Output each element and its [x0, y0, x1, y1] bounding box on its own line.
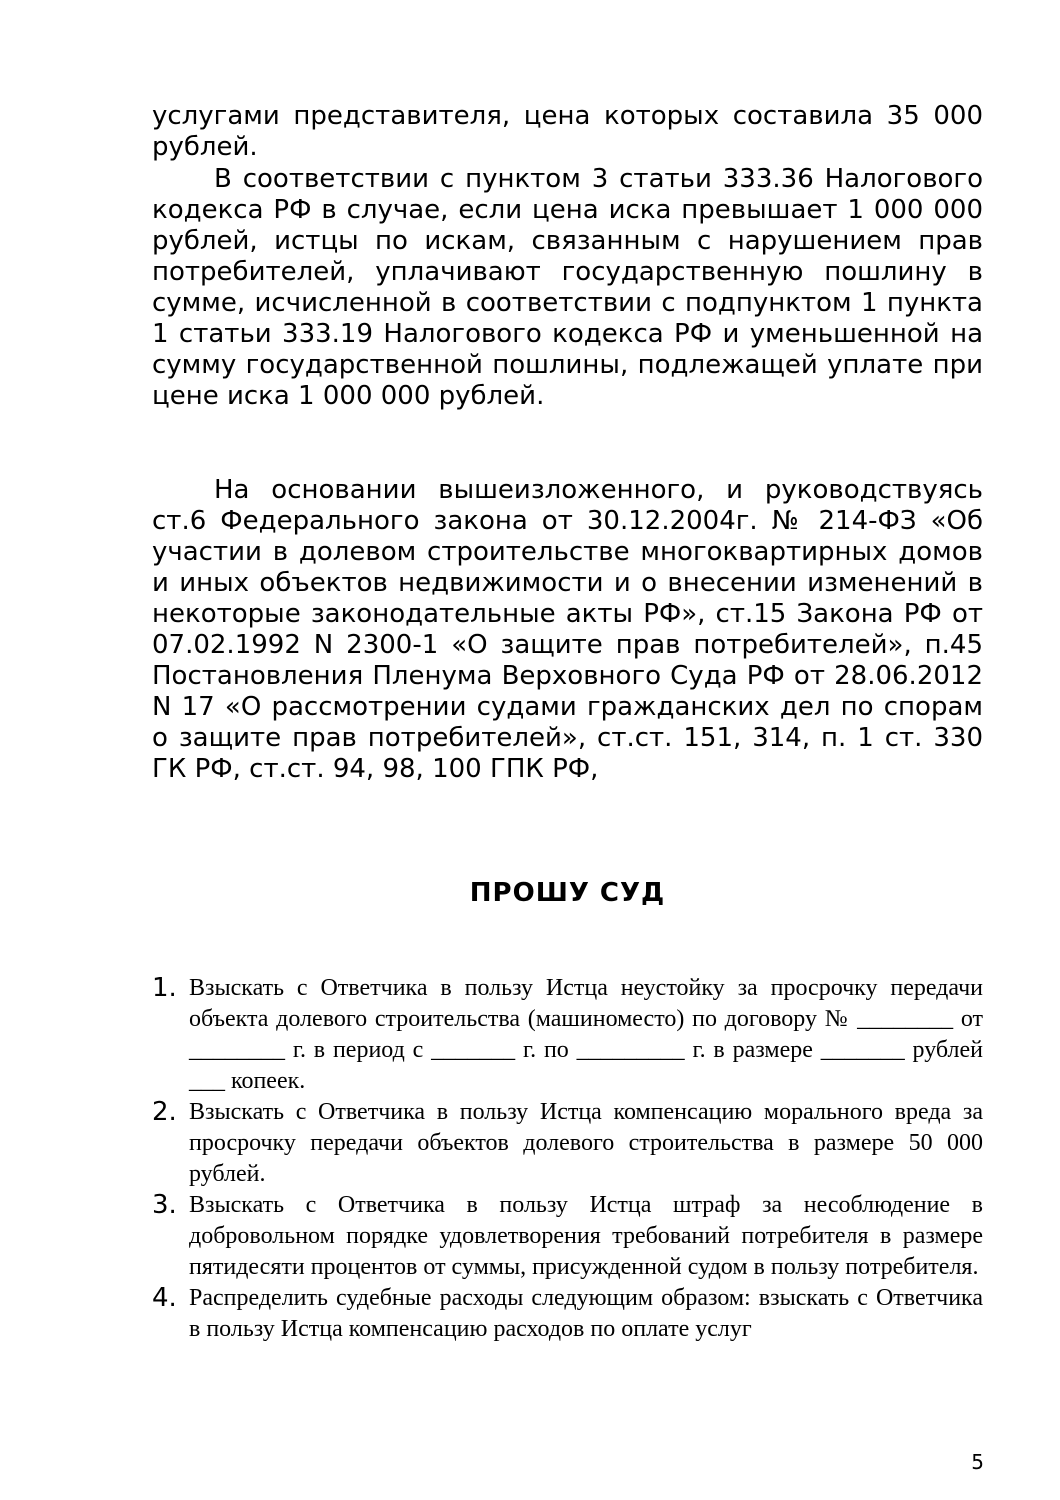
claim-text: Взыскать с Ответчика в пользу Истца неустойку за просрочку передачи объекта долевого строительства (машиноместо) по договору № ________ от ________ г. в период с _______ г. по _________ г. в размере _______ рублей ___ копеек. [189, 975, 983, 1094]
paragraph-state-duty: В соответствии с пунктом 3 статьи 333.36 Налогового кодекса РФ в случае, если цена иска превышает 1 000 000 рублей, истцы по искам, связанным с нарушением прав потребителей, уплачивают государственную пошлину в сумме, исчисленной в соответствии с подпунктом 1 пункта 1 статьи 333.19 Налогового кодекса РФ и уменьшенной на сумму государственной пошлины, подлежащей уплате при цене иска 1 000 000 рублей. [152, 164, 983, 411]
section-heading: ПРОШУ СУД [469, 878, 666, 908]
claim-item [152, 1097, 983, 1190]
claim-number: 1. [152, 973, 177, 1003]
claim-text: Взыскать с Ответчика в пользу Истца компенсацию морального вреда за просрочку передачи объектов долевого строительства в размере 50 000 рублей. [189, 1099, 983, 1187]
claim-text: Взыскать с Ответчика в пользу Истца штраф за несоблюдение в добровольном порядке удовлетворения требований потребителя в размере пятидесяти процентов от суммы, присужденной судом в пользу потребителя. [189, 1192, 983, 1280]
claim-item [152, 973, 983, 1097]
claim-item [152, 1190, 983, 1283]
paragraph-representative-costs: услугами представителя, цена которых составила 35 000 рублей. [152, 101, 983, 162]
claim-text: Распределить судебные расходы следующим образом: взыскать с Ответчика в пользу Истца компенсацию расходов по оплате услуг [189, 1285, 983, 1342]
claim-number: 2. [152, 1097, 177, 1127]
claims-list [152, 973, 983, 1345]
claim-number: 4. [152, 1283, 177, 1313]
claim-number: 3. [152, 1190, 177, 1220]
paragraph-legal-basis: На основании вышеизложенного, и руководствуясь ст.6 Федерального закона от 30.12.2004г. № 214-ФЗ «Об участии в долевом строительстве многоквартирных домов и иных объектов недвижимости и о внесении изменений в некоторые законодательные акты РФ», ст.15 Закона РФ от 07.02.1992 N 2300-1 «О защите прав потребителей», п.45 Постановления Пленума Верховного Суда РФ от 28.06.2012 N 17 «О рассмотрении судами гражданских дел по спорам о защите прав потребителей», ст.ст. 151, 314, п. 1 ст. 330 ГК РФ, ст.ст. 94, 98, 100 ГПК РФ, [152, 475, 983, 784]
claim-item [152, 1283, 983, 1345]
page-number: 5 [971, 1450, 984, 1474]
